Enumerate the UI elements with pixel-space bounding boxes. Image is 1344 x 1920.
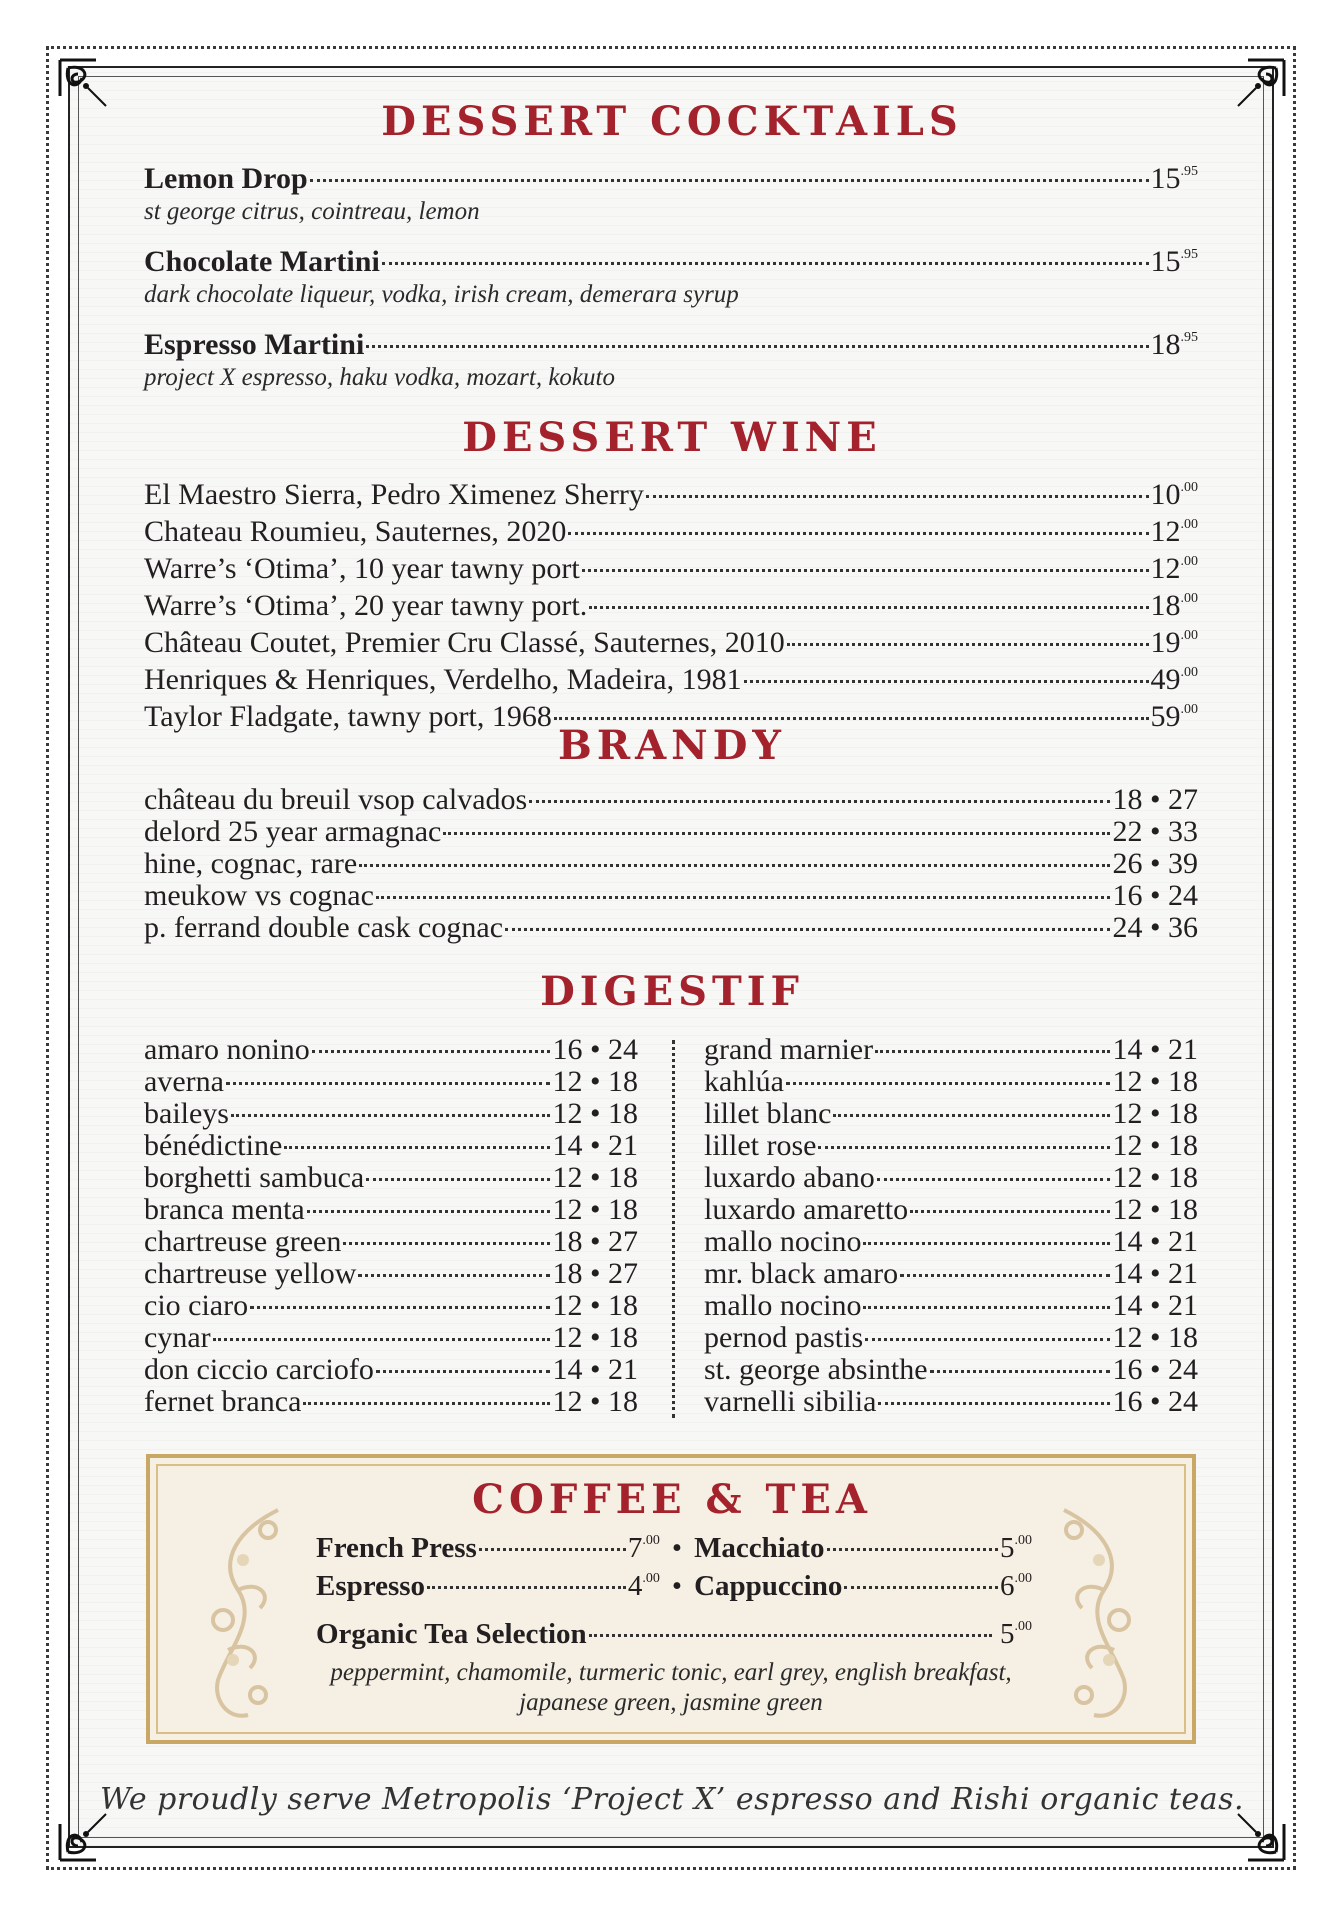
- list-item: Taylor Fladgate, tawny port, 1968 $59^{.00}$: [144, 700, 1198, 733]
- list-item: Warre’s ‘Otima’, 10 year tawny port $12^{.00}$: [144, 552, 1198, 585]
- list-item: borghetti sambuca 12 • 18: [144, 1161, 638, 1194]
- tea-description: peppermint, chamomile, turmeric tonic, earl grey, english breakfast, japanese green, jasmine green: [330, 1659, 1012, 1716]
- cocktail-item: [144, 324, 1198, 393]
- bullet-separator: •: [671, 1532, 683, 1564]
- list-item: lillet rose 12 • 18: [704, 1129, 1198, 1162]
- cocktail-description: st george citrus, cointreau, lemon: [144, 198, 480, 225]
- tea-name: Organic Tea Selection: [316, 1618, 587, 1650]
- dot-leader: [310, 179, 1149, 182]
- dessert-wine-title: DESSERT WINE: [462, 414, 882, 461]
- list-item: El Maestro Sierra, Pedro Ximenez Sherry $10^{.00}$: [144, 478, 1198, 511]
- list-item: varnelli sibilia 16 • 24: [704, 1385, 1198, 1418]
- list-item: branca menta 12 • 18: [144, 1193, 638, 1226]
- list-item: mallo nocino 14 • 21: [704, 1225, 1198, 1258]
- bullet-separator: •: [671, 1570, 683, 1602]
- list-item: delord 25 year armagnac 22 • 33: [144, 815, 1198, 848]
- column-divider: [672, 1040, 675, 1418]
- list-item: kahlúa 12 • 18: [704, 1065, 1198, 1098]
- coffee-name: French Press: [316, 1532, 477, 1564]
- list-item: cio ciaro 12 • 18: [144, 1289, 638, 1322]
- list-item: p. ferrand double cask cognac 24 • 36: [144, 911, 1198, 944]
- list-item: chartreuse green 18 • 27: [144, 1225, 638, 1258]
- list-item: château du breuil vsop calvados 18 • 27: [144, 783, 1198, 816]
- dot-leader: [382, 262, 1149, 265]
- dessert-wine-list: [144, 474, 1198, 733]
- coffee-row-2: [316, 1570, 1032, 1603]
- list-item: baileys 12 • 18: [144, 1097, 638, 1130]
- cocktail-item: [144, 158, 1198, 227]
- coffee-name: Cappuccino: [694, 1570, 843, 1602]
- coffee-tea-title: COFFEE & TEA: [472, 1476, 872, 1523]
- list-item: luxardo amaretto 12 • 18: [704, 1193, 1198, 1226]
- list-item: mr. black amaro 14 • 21: [704, 1257, 1198, 1290]
- tea-price: $5^{.00}$: [1000, 1618, 1032, 1650]
- tea-row: [316, 1618, 1032, 1651]
- list-item: averna 12 • 18: [144, 1065, 638, 1098]
- list-item: pernod pastis 12 • 18: [704, 1321, 1198, 1354]
- list-item: hine, cognac, rare 26 • 39: [144, 847, 1198, 880]
- list-item: st. george absinthe 16 • 24: [704, 1353, 1198, 1386]
- digestif-title: DIGESTIF: [540, 968, 804, 1015]
- coffee-name: Macchiato: [694, 1532, 825, 1564]
- digestif-right-column: [704, 1034, 1198, 1418]
- dessert-cocktails-title: DESSERT COCKTAILS: [381, 98, 963, 145]
- list-item: Warre’s ‘Otima’, 20 year tawny port. $18^{.00}$: [144, 589, 1198, 622]
- list-item: meukow vs cognac 16 • 24: [144, 879, 1198, 912]
- footer-note: We proudly serve Metropolis ‘Project X’ espresso and Rishi organic teas.: [99, 1782, 1245, 1817]
- list-item: don ciccio carciofo 14 • 21: [144, 1353, 638, 1386]
- coffee-price: $5^{.00}$: [1000, 1532, 1032, 1564]
- digestif-left-column: [144, 1034, 638, 1418]
- list-item: grand marnier 14 • 21: [704, 1033, 1198, 1066]
- list-item: Château Coutet, Premier Cru Classé, Sauternes, 2010 $19^{.00}$: [144, 626, 1198, 659]
- coffee-name: Espresso: [316, 1570, 426, 1602]
- cocktail-name: Lemon Drop: [144, 162, 308, 195]
- cocktail-price: $15^{.95}$: [1150, 162, 1198, 195]
- cocktail-price: $15^{.95}$: [1150, 245, 1198, 278]
- list-item: cynar 12 • 18: [144, 1321, 638, 1354]
- brandy-list: [144, 784, 1198, 944]
- cocktail-name: Espresso Martini: [144, 328, 365, 361]
- list-item: lillet blanc 12 • 18: [704, 1097, 1198, 1130]
- cocktail-description: project X espresso, haku vodka, mozart, kokuto: [144, 364, 615, 391]
- dot-leader: [366, 345, 1148, 348]
- coffee-price: $6^{.00}$: [1000, 1570, 1032, 1602]
- list-item: amaro nonino 16 • 24: [144, 1033, 638, 1066]
- list-item: Henriques & Henriques, Verdelho, Madeira, 1981 $49^{.00}$: [144, 663, 1198, 696]
- list-item: mallo nocino 14 • 21: [704, 1289, 1198, 1322]
- cocktail-description: dark chocolate liqueur, vodka, irish cream, demerara syrup: [144, 281, 739, 308]
- cocktail-name: Chocolate Martini: [144, 245, 380, 278]
- cocktail-item: [144, 241, 1198, 310]
- coffee-row-1: [316, 1532, 1032, 1565]
- list-item: Chateau Roumieu, Sauternes, 2020 $12^{.00}$: [144, 515, 1198, 548]
- cocktail-price: $18^{.95}$: [1150, 328, 1198, 361]
- brandy-title: BRANDY: [558, 722, 786, 769]
- coffee-price: $7^{.00}$: [627, 1532, 660, 1564]
- list-item: chartreuse yellow 18 • 27: [144, 1257, 638, 1290]
- list-item: fernet branca 12 • 18: [144, 1385, 638, 1418]
- coffee-price: $4^{.00}$: [627, 1570, 660, 1602]
- list-item: luxardo abano 12 • 18: [704, 1161, 1198, 1194]
- list-item: bénédictine 14 • 21: [144, 1129, 638, 1162]
